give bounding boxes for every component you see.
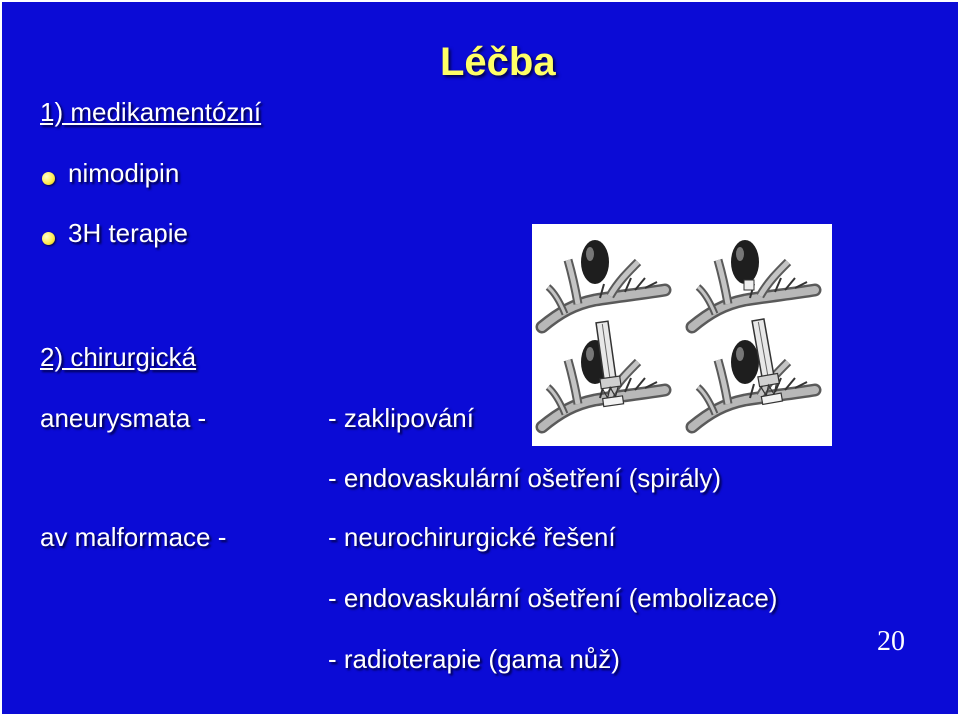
aneurysm-clipping-illustration <box>532 224 832 446</box>
page-number: 20 <box>877 626 905 657</box>
item-neurochirurgicke: - neurochirurgické řešení <box>328 522 616 552</box>
item-radioterapie: - radioterapie (gama nůž) <box>328 644 620 674</box>
label-aneurysmata: aneurysmata - <box>40 403 207 433</box>
slide <box>2 2 958 714</box>
item-zaklipovani: - zaklipování <box>328 403 474 433</box>
slide-title: Léčba <box>440 40 556 84</box>
section-medikamentozni: 1) medikamentózní <box>40 97 262 127</box>
item-endovaskularni-spiraly: - endovaskulární ošetření (spirály) <box>328 463 722 493</box>
section-chirurgicka: 2) chirurgická <box>40 342 197 372</box>
bullet-item-nimodipin: nimodipin <box>68 158 180 188</box>
label-av-malformace: av malformace - <box>40 522 227 552</box>
bullet-item-3h-terapie: 3H terapie <box>68 218 188 248</box>
bullet-dot-icon <box>42 232 55 245</box>
bullet-dot-icon <box>42 172 55 185</box>
item-endovaskularni-embolizace: - endovaskulární ošetření (embolizace) <box>328 583 778 613</box>
